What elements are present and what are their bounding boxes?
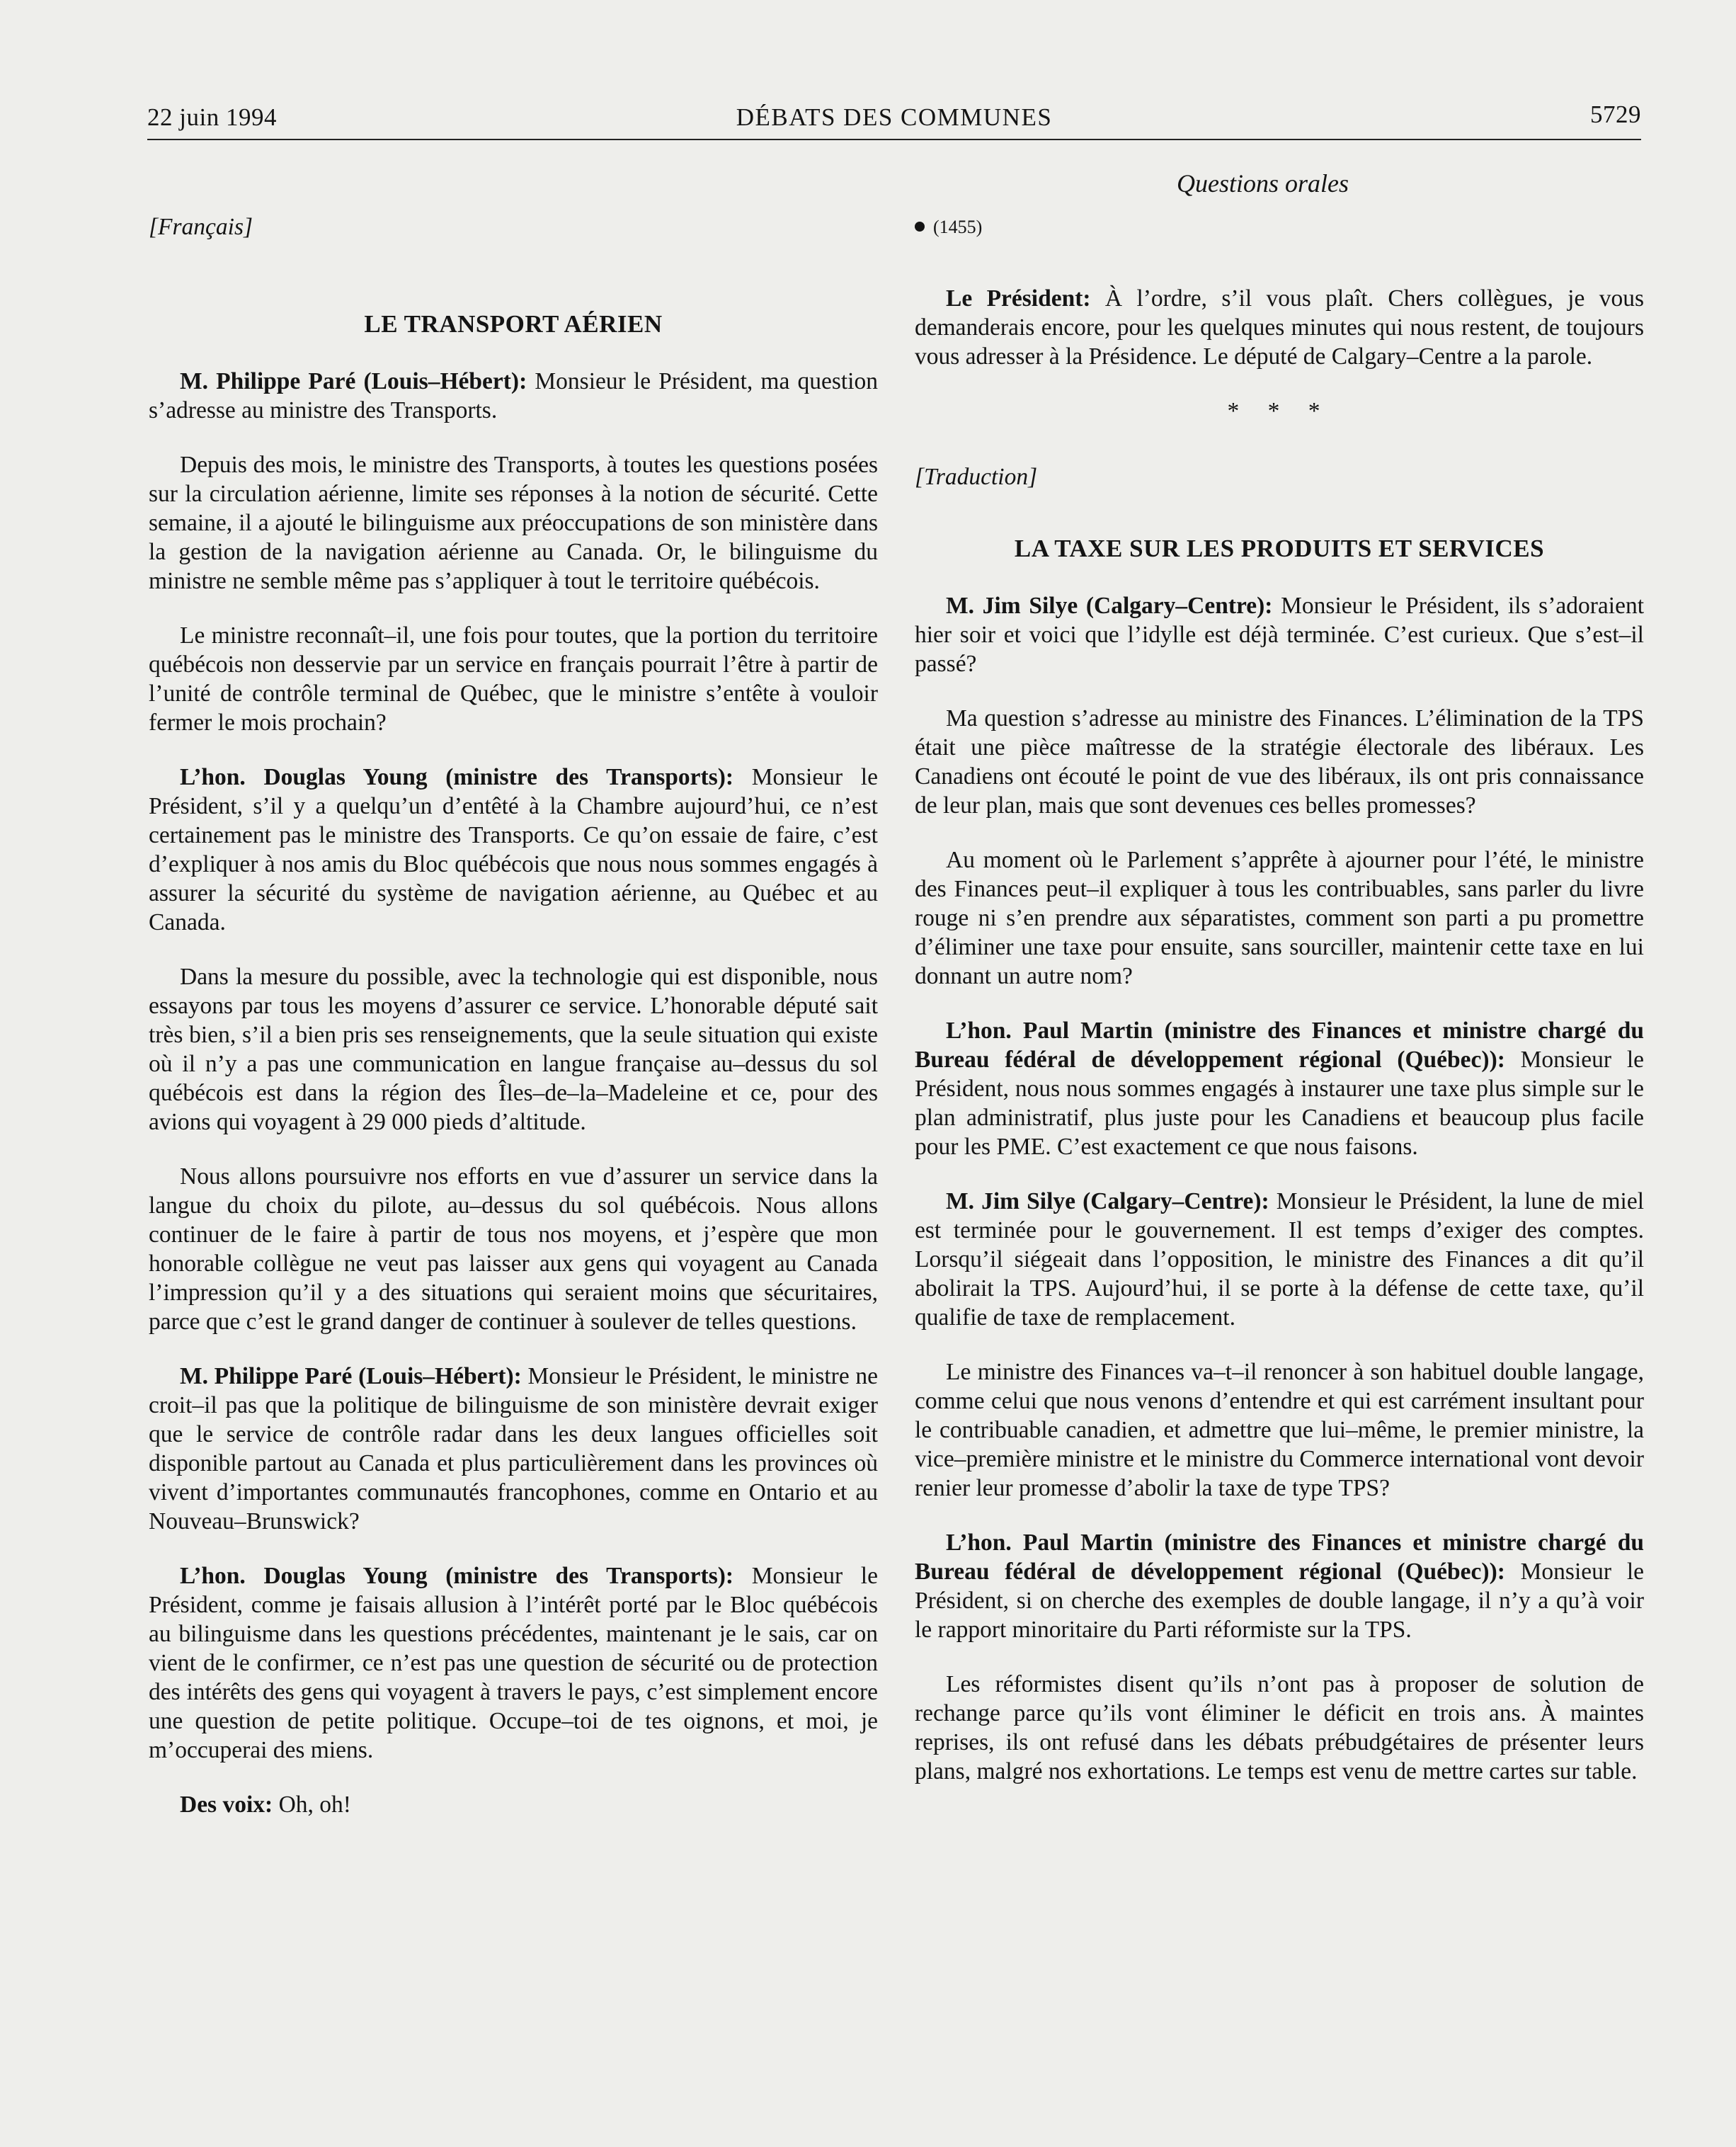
page-header	[147, 98, 1641, 140]
paragraph	[149, 763, 878, 937]
paragraph-text: Monsieur le Président, si on cherche des exemples de double langage, il n’y a qu’à voir le rapport minoritaire du Parti réformiste sur la TPS.	[915, 1559, 1644, 1643]
paragraph-text: Monsieur le Président, la lune de miel est terminée pour le gouvernement. Il est temps d’exiger des comptes. Lorsqu’il siégeait dans l’opposition, le ministre des Finances a dit qu’il abolirait la TPS. Aujourd’hui, il se porte à la défense de cette taxe, qu’il qualifie de taxe de remplacement.	[915, 1188, 1645, 1331]
paragraph	[149, 1362, 878, 1536]
paragraph-text: À l’ordre, s’il vous plaît. Chers collègues, je vous demanderais encore, pour les quelques minutes qui nous restent, de toujours vous adresser à la Présidence. Le député de Calgary–Centre a la parole.	[915, 285, 1644, 370]
paragraph-text: Monsieur le Président, nous nous sommes engagés à instaurer une taxe plus simple sur le plan administratif, plus juste pour les Canadiens et beaucoup plus facile pour les PME. C’est exactement ce que nous faisons.	[915, 1047, 1644, 1160]
paragraph-text: Depuis des mois, le ministre des Transports, à toutes les questions posées sur la circulation aérienne, limite ses réponses à la notion de sécurité. Cette semaine, il a ajouté le bilinguisme aux préoccupations de son ministère dans la gestion de la navigation aérienne au Canada. Or, le bilinguisme du ministre ne semble même pas s’appliquer à tout le territoire québécois.	[149, 452, 878, 594]
speaker-name: M. Jim Silye (Calgary–Centre):	[946, 593, 1273, 619]
paragraph-text: Au moment où le Parlement s’apprête à ajourner pour l’été, le ministre des Finances peut–il expliquer à tous les contribuables, sans parler du livre rouge ni s’en prendre aux séparatistes, comment son parti a pu promettre d’éliminer une taxe pour ensuite, sans sourciller, maintenir cette taxe en lui donnant un autre nom?	[915, 847, 1644, 989]
speaker-name: Le Président:	[946, 285, 1091, 312]
paragraph-text: Nous allons poursuivre nos efforts en vue d’assurer un service dans la langue du choix du pilote, au–dessus du sol québécois. Nous allons continuer de le faire à partir de tous nos moyens, et j’espère que mon honorable collègue ne veut pas laisser aux gens qui voyagent au Canada l’impression qu’il y a des situations qui seraient moins que sécuritaires, parce que c’est le grand danger de continuer à soulever de telles questions.	[149, 1163, 878, 1335]
paragraph-text: Le ministre des Finances va–t–il renoncer à son habituel double langage, comme celui que nous venons d’entendre et qui est carrément insultant pour le contribuable canadien, et admettre que lui–même, le premier ministre, la vice–première ministre et le ministre du Commerce international vont devoir renier leur promesse d’abolir la taxe de type TPS?	[915, 1359, 1644, 1501]
time-marker-text: (1455)	[933, 217, 983, 237]
paragraph-text: Les réformistes disent qu’ils n’ont pas à proposer de solution de rechange parce qu’ils vont éliminer le déficit en trois ans. À maintes reprises, ils ont refusé dans les débats prébudgétaires de présenter leurs plans, malgré nos exhortations. Le temps est venu de mettre cartes sur table.	[915, 1671, 1644, 1784]
bullet-icon	[915, 222, 925, 232]
paragraph	[915, 1528, 1644, 1644]
speaker-name: L’hon. Paul Martin (ministre des Finances et ministre chargé du Bureau fédéral de développement régional (Québec)):	[915, 1530, 1644, 1585]
section-label: Questions orales	[1177, 169, 1349, 198]
paragraph-text: Monsieur le Président, le ministre ne croit–il pas que la politique de bilinguisme de son ministère devrait exiger que le service de contrôle radar dans les deux langues officielles soit disponible partout au Canada et plus particulièrement dans les provinces où vivent d’importantes communautés francophones, comme en Ontario et au Nouveau–Brunswick?	[149, 1363, 878, 1534]
paragraph	[915, 1670, 1644, 1786]
paragraph	[915, 1016, 1644, 1161]
paragraph-text: Monsieur le Président, ils s’adoraient hier soir et voici que l’idylle est déjà terminée. C’est curieux. Que s’est–il passé?	[915, 593, 1644, 677]
paragraph	[915, 284, 1644, 371]
paragraph	[149, 1162, 878, 1336]
paragraph	[915, 845, 1644, 991]
paragraph	[149, 1790, 878, 1819]
paragraph	[149, 962, 878, 1137]
paragraph-text: Dans la mesure du possible, avec la technologie qui est disponible, nous essayons par tous les moyens d’assurer ce service. L’honorable député sait très bien, s’il a bien pris ses renseignements, que la seule situation qui existe où il n’y a pas une communication en langue française au–dessus du sol québécois est dans la région des Îles–de–la–Madeleine et ce, pour des avions qui voyagent à 29 000 pieds d’altitude.	[149, 964, 878, 1135]
paragraph-text: Ma question s’adresse au ministre des Finances. L’élimination de la TPS était une pièce maîtresse de la stratégie électorale des libéraux. Les Canadiens ont écouté le point de vue des libéraux, ils ont pris connaissance de leur plan, mais que sont devenues ces belles promesses?	[915, 705, 1644, 819]
paragraph	[149, 1561, 878, 1765]
paragraph-text: Le ministre reconnaît–il, une fois pour toutes, que la portion du territoire québécois non desservie par un service en français pourrait l’être à partir de l’unité de contrôle terminal de Québec, que le ministre s’entête à vouloir fermer le mois prochain?	[149, 622, 878, 736]
speaker-name: M. Philippe Paré (Louis–Hébert):	[180, 1363, 522, 1389]
paragraph-text: Monsieur le Président, s’il y a quelqu’un d’entêté à la Chambre aujourd’hui, ce n’est certainement pas le ministre des Transports. Ce qu’on essaie de faire, c’est d’expliquer à nos amis du Bloc québécois que nous nous sommes engagés à assurer la sécurité du système de navigation aérienne, au Québec et au Canada.	[149, 764, 878, 935]
right-column	[915, 212, 1644, 1811]
paragraph	[915, 1187, 1644, 1332]
paragraph-text: Oh, oh!	[273, 1792, 351, 1818]
left-column	[149, 212, 878, 1845]
paragraph	[149, 450, 878, 596]
speaker-name: M. Philippe Paré (Louis–Hébert):	[180, 368, 527, 394]
speaker-name: L’hon. Paul Martin (ministre des Finances et ministre chargé du Bureau fédéral de développement régional (Québec)):	[915, 1018, 1644, 1073]
paragraph	[149, 621, 878, 737]
speaker-name: Des voix:	[180, 1792, 273, 1818]
time-marker	[915, 212, 1644, 241]
speaker-name: L’hon. Douglas Young (ministre des Transports):	[180, 1563, 734, 1589]
header-title: DÉBATS DES COMMUNES	[736, 103, 1053, 131]
speaker-name: M. Jim Silye (Calgary–Centre):	[946, 1188, 1269, 1214]
speaker-name: L’hon. Douglas Young (ministre des Transports):	[180, 764, 734, 790]
page-number: 5729	[1590, 101, 1641, 128]
section-separator: * * *	[1227, 398, 1332, 424]
paragraph-text: Monsieur le Président, ma question s’adresse au ministre des Transports.	[149, 368, 878, 423]
section-heading: LA TAXE SUR LES PRODUITS ET SERVICES	[1014, 535, 1545, 562]
paragraph	[915, 704, 1644, 820]
header-date: 22 juin 1994	[147, 103, 277, 131]
paragraph	[915, 591, 1644, 678]
language-tag: [Traduction]	[915, 464, 1038, 490]
paragraph-text: Monsieur le Président, comme je faisais allusion à l’intérêt porté par le Bloc québécois au bilinguisme dans les questions précédentes, maintenant je le sais, car on vient de le confirmer, ce n’est pas une question de sécurité ou de protection des intérêts des gens qui voyagent à travers le pays, c’est simplement encore une question de petite politique. Occupe–toi de tes oignons, et moi, je m’occuperai des miens.	[149, 1563, 878, 1763]
paragraph	[915, 1357, 1644, 1503]
language-tag: [Français]	[149, 214, 253, 240]
paragraph	[149, 367, 878, 425]
section-heading: LE TRANSPORT AÉRIEN	[364, 310, 663, 338]
